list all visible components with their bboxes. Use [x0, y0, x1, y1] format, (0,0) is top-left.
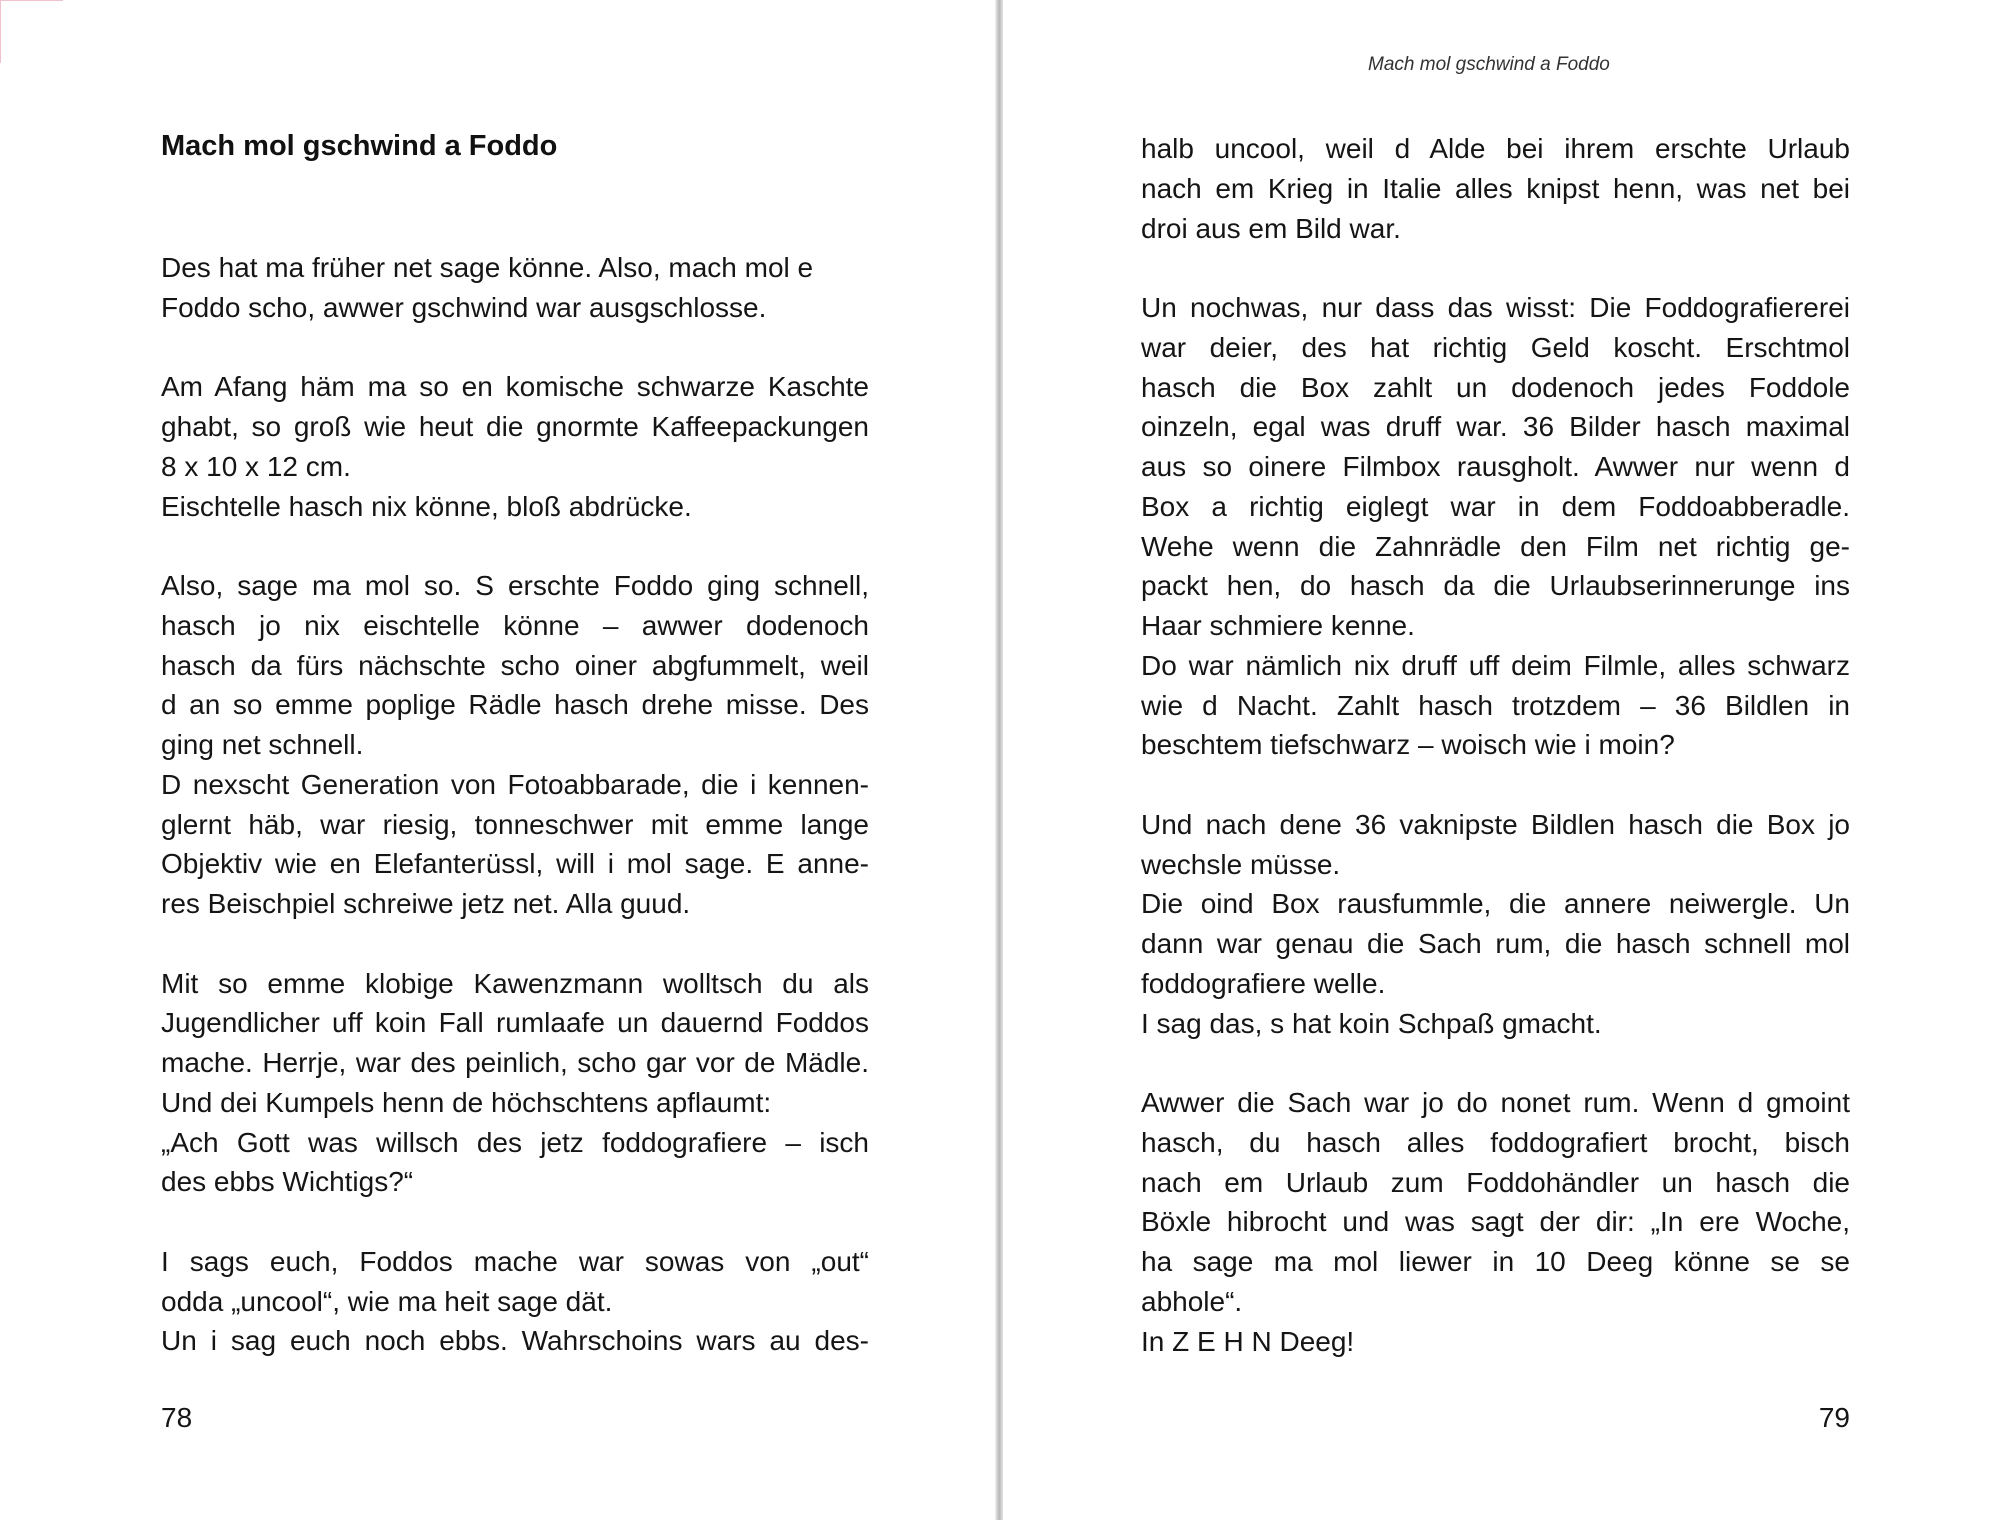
text-line: „Ach Gott was willsch des jetz foddografiere – isch: [161, 1126, 869, 1158]
text-line: foddografiere welle.: [1141, 967, 1386, 999]
text-line: In Z E H N Deeg!: [1141, 1325, 1355, 1357]
text-line: nach em Urlaub zum Foddohändler un hasch die: [1141, 1166, 1850, 1198]
left-page: [0, 0, 995, 1520]
text-line: ging net schnell.: [161, 729, 364, 760]
running-head: Mach mol gschwind a Foddo: [1368, 54, 1610, 75]
text-line: [1141, 1043, 1850, 1083]
text-line: Box a richtig eiglegt war in dem Foddoabberadle.: [1141, 490, 1850, 522]
text-line: Und dei Kumpels henn de höchschtens apflaumt:: [161, 1086, 772, 1118]
text-line: hasch, du hasch alles foddografiert brocht, bisch: [1141, 1126, 1850, 1158]
text-line: Wehe wenn die Zahnrädle den Film net richtig ge-: [1141, 530, 1850, 562]
text-line: beschtem tiefschwarz – woisch wie i moin?: [1141, 729, 1675, 761]
chapter-title: Mach mol gschwind a Foddo: [161, 130, 558, 162]
text-line: [1141, 765, 1850, 805]
text-line: [161, 328, 869, 368]
text-line: 8 x 10 x 12 cm.: [161, 450, 351, 482]
crop-mark: [0, 0, 63, 63]
text-line: Awwer die Sach war jo do nonet rum. Wenn d gmoint: [1141, 1087, 1850, 1118]
text-line: packt hen, do hasch da die Urlaubserinnerunge ins: [1141, 570, 1850, 602]
text-line: hasch jo nix eischtelle könne – awwer dodenoch: [161, 609, 869, 641]
right-body-text: [1141, 129, 1850, 1361]
text-line: nach em Krieg in Italie alles knipst henn, was net bei: [1141, 172, 1850, 204]
text-line: D nexscht Generation von Fotoabbarade, die i kennen-: [161, 768, 869, 800]
text-line: dann war genau die Sach rum, die hasch schnell mol: [1141, 928, 1850, 959]
text-line: Mit so emme klobige Kawenzmann wolltsch du als: [161, 967, 869, 999]
text-line: Und nach dene 36 vaknipste Bildlen hasch die Box jo: [1141, 808, 1850, 840]
text-line: [1141, 248, 1850, 288]
text-line: odda „uncool“, wie ma heit sage dät.: [161, 1285, 613, 1317]
text-line: des ebbs Wichtigs?“: [161, 1166, 414, 1198]
text-line: Do war nämlich nix druff uff deim Filmle, alles schwarz: [1141, 649, 1850, 681]
text-line: hasch die Box zahlt un dodenoch jedes Foddole: [1141, 371, 1850, 403]
text-line: wechsle müsse.: [1141, 848, 1341, 880]
text-line: I sags euch, Foddos mache war sowas von „out“: [161, 1245, 869, 1277]
text-line: [161, 1202, 869, 1242]
text-line: ha sage ma mol liewer in 10 Deeg könne se se: [1141, 1246, 1850, 1277]
text-line: glernt häb, war riesig, tonneschwer mit emme lange: [161, 808, 869, 840]
text-line: Eischtelle hasch nix könne, bloß abdrücke.: [161, 490, 692, 522]
text-line: abhole“.: [1141, 1285, 1243, 1317]
text-line: oinzeln, egal was druff war. 36 Bilder hasch maximal: [1141, 411, 1850, 443]
right-page: [1003, 0, 2000, 1520]
text-line: [161, 924, 869, 964]
page-number-left: 78: [161, 1402, 193, 1433]
text-line: Objektiv wie en Elefanterüssl, will i mol sage. E anne-: [161, 848, 869, 880]
text-line: [161, 526, 869, 566]
text-line: Am Afang häm ma so en komische schwarze Kaschte: [161, 371, 869, 403]
text-line: Des hat ma früher net sage könne. Also, mach mol e: [161, 252, 814, 283]
book-gutter: [995, 0, 1003, 1520]
text-line: mache. Herrje, war des peinlich, scho gar vor de Mädle.: [161, 1047, 869, 1078]
text-line: aus so oinere Filmbox rausgholt. Awwer nur wenn d: [1141, 451, 1850, 482]
left-body-text: [161, 248, 869, 1361]
text-line: ghabt, so groß wie heut die gnormte Kaffeepackungen: [161, 411, 869, 442]
text-line: d an so emme poplige Rädle hasch drehe misse. Des: [161, 689, 869, 721]
text-line: Haar schmiere kenne.: [1141, 610, 1415, 641]
text-line: Foddo scho, awwer gschwind war ausgschlosse.: [161, 291, 767, 323]
text-line: Die oind Box rausfummle, die annere neiwergle. Un: [1141, 888, 1850, 920]
text-line: halb uncool, weil d Alde bei ihrem erschte Urlaub: [1141, 133, 1850, 164]
text-line: res Beischpiel schreiwe jetz net. Alla guud.: [161, 888, 691, 919]
text-line: Un nochwas, nur dass das wisst: Die Foddografiererei: [1141, 292, 1850, 323]
text-line: droi aus em Bild war.: [1141, 212, 1401, 244]
page-number-right: 79: [1818, 1402, 1850, 1433]
text-line: Un i sag euch noch ebbs. Wahrschoins wars au des-: [161, 1325, 869, 1357]
text-line: wie d Nacht. Zahlt hasch trotzdem – 36 Bildlen in: [1141, 689, 1850, 721]
text-line: Also, sage ma mol so. S erschte Foddo ging schnell,: [161, 570, 869, 601]
text-line: Böxle hibrocht und was sagt der dir: „In ere Woche,: [1141, 1206, 1850, 1238]
text-line: war deier, des hat richtig Geld koscht. Erschtmol: [1141, 331, 1850, 363]
text-line: Jugendlicher uff koin Fall rumlaafe un dauernd Foddos: [161, 1007, 869, 1039]
text-line: hasch da fürs nächschte scho oiner abgfummelt, weil: [161, 649, 869, 681]
text-line: I sag das, s hat koin Schpaß gmacht.: [1141, 1007, 1602, 1039]
